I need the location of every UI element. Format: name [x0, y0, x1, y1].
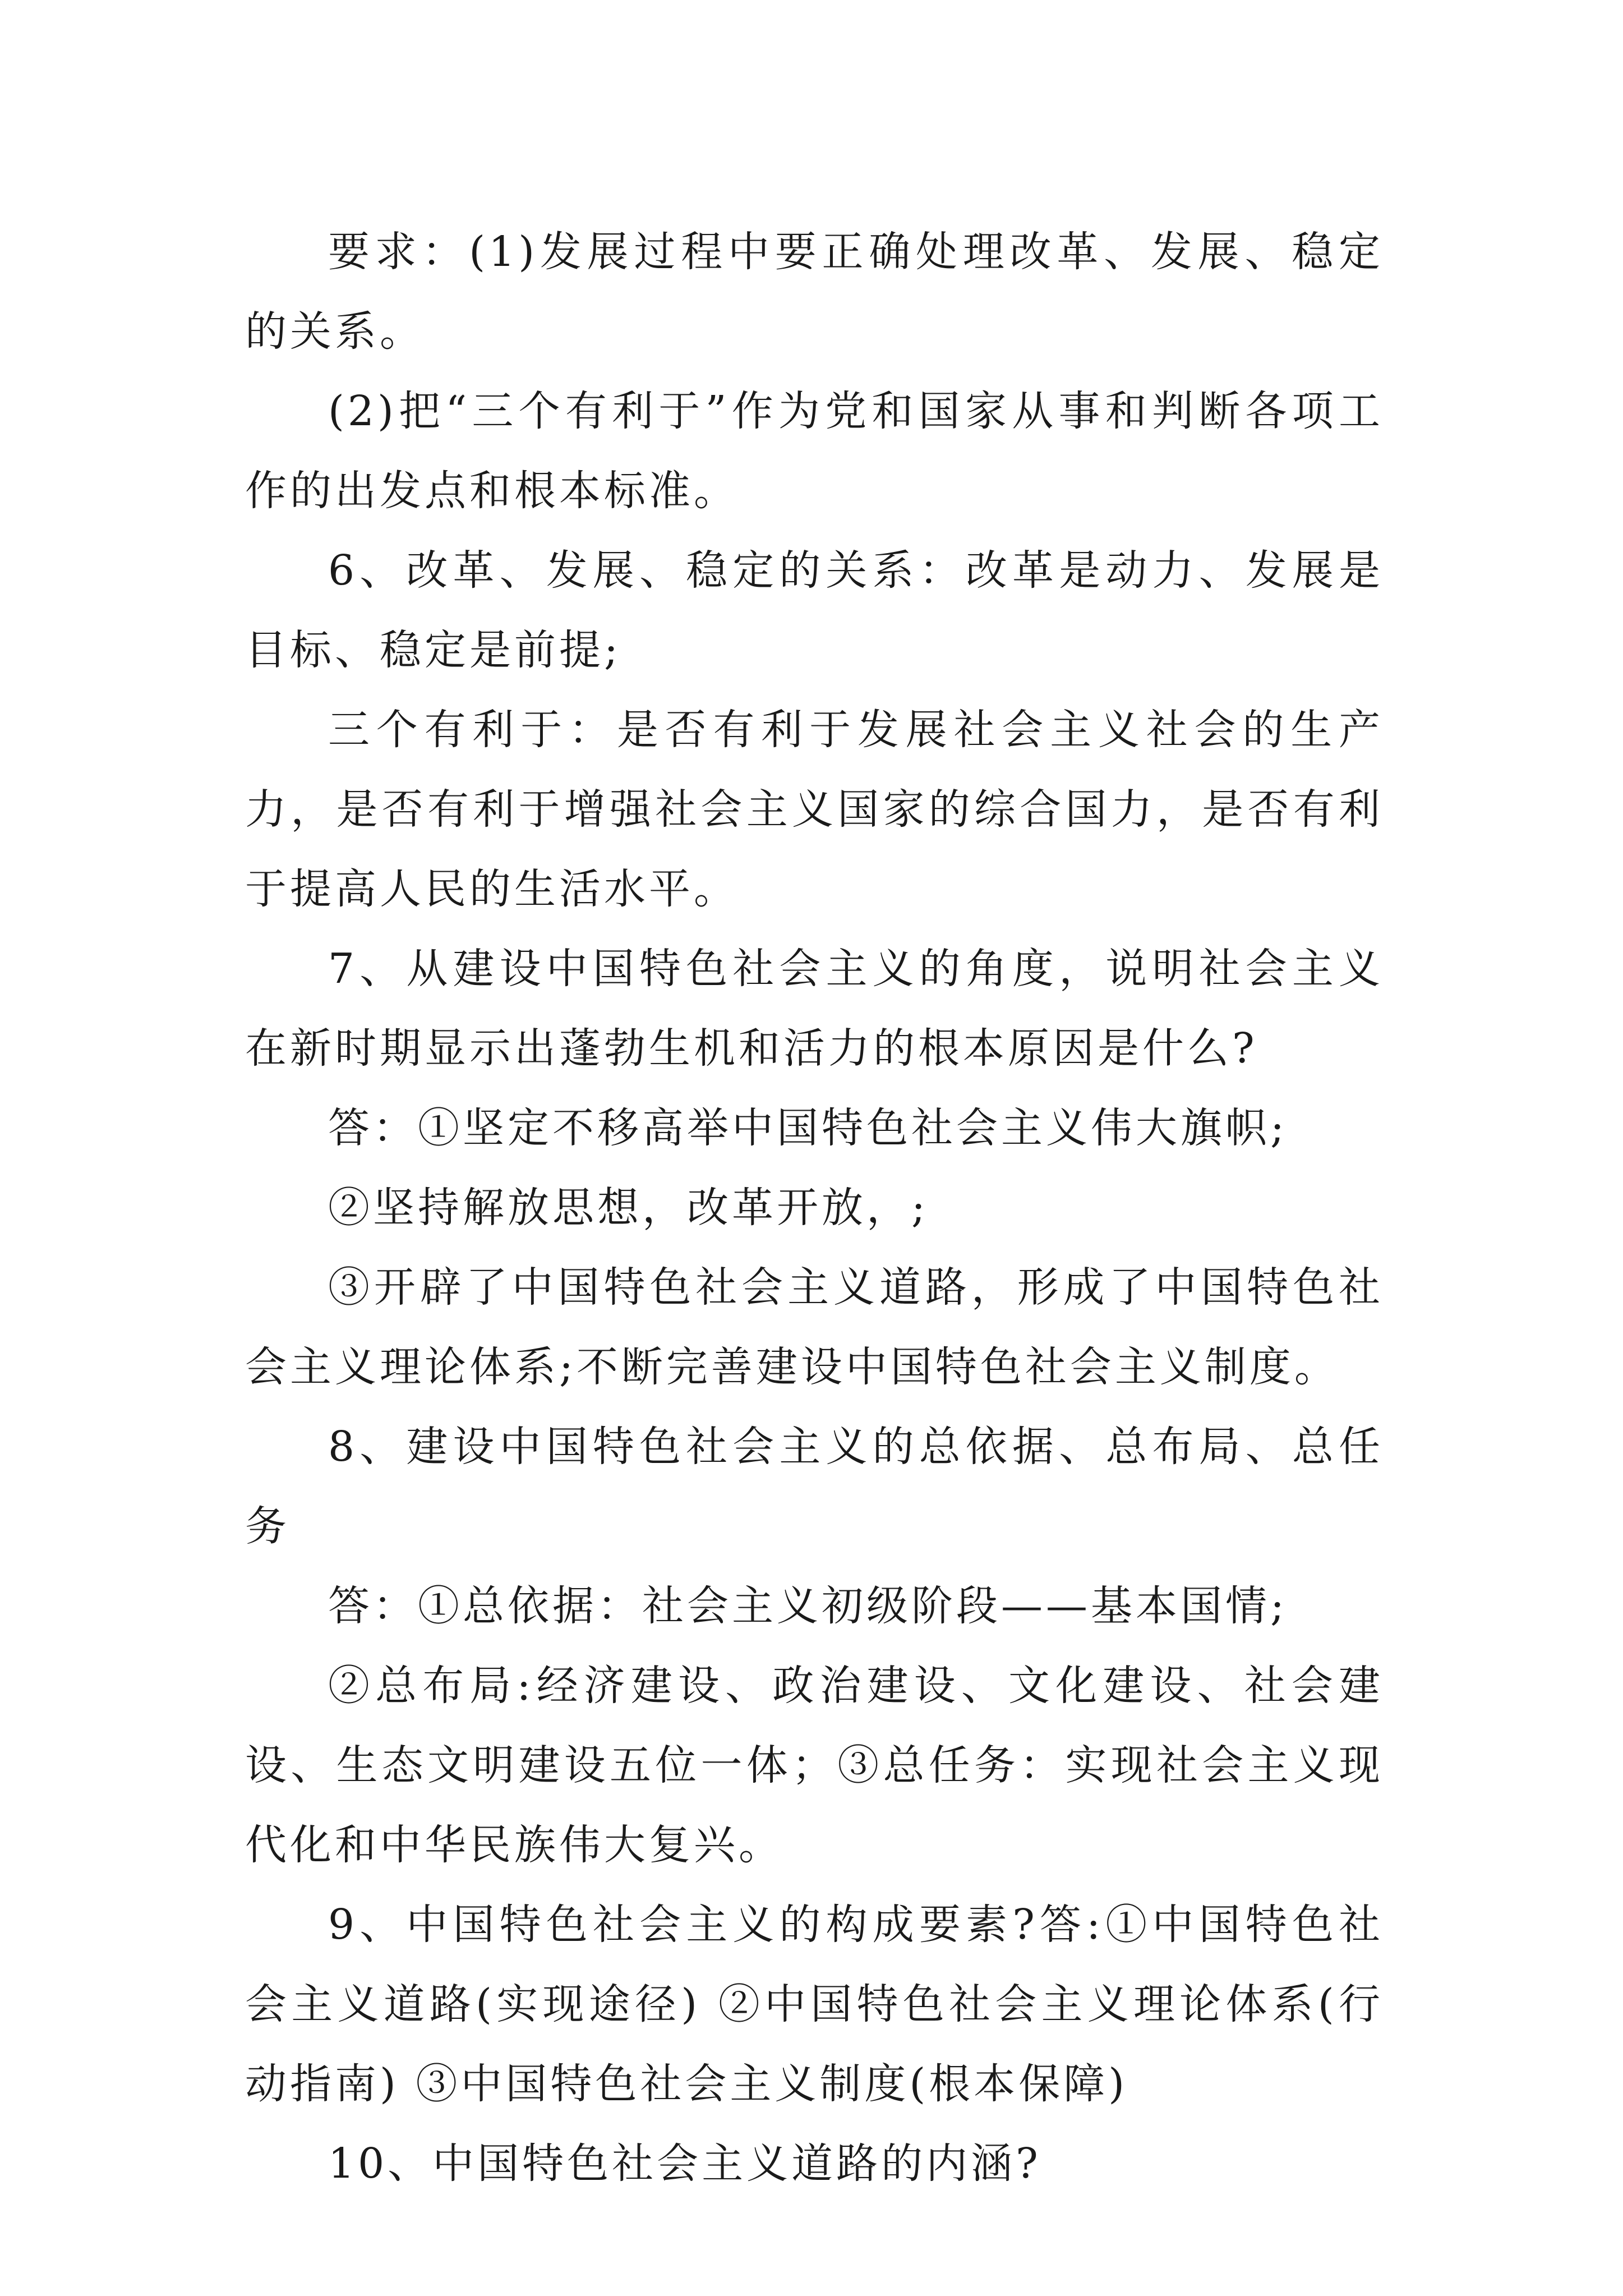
paragraph-item-7-question: 7、从建设中国特色社会主义的角度，说明社会主义在新时期显示出蓬勃生机和活力的根本原因是什么? — [245, 945, 1384, 1073]
paragraph-item-10-question: 10、中国特色社会主义道路的内涵? — [328, 2139, 1041, 2188]
paragraph-item-8-question: 8、建设中国特色社会主义的总依据、总布局、总任务 — [245, 1423, 1384, 1550]
paragraph-three-benefits-definition: 三个有利于：是否有利于发展社会主义社会的生产力，是否有利于增强社会主义国家的综合国力，是否有利于提高人民的生活水平。 — [245, 706, 1384, 913]
paragraph-three-benefits-standard: (2)把“三个有利于”作为党和国家从事和判断各项工作的出发点和根本标准。 — [245, 387, 1384, 515]
paragraph-item-8-answer-1: 答：①总依据：社会主义初级阶段——基本国情; — [328, 1582, 1288, 1630]
paragraph-item-7-answer-1: 答：①坚定不移高举中国特色社会主义伟大旗帜; — [328, 1104, 1288, 1152]
document-body — [245, 212, 1384, 2203]
paragraph-item-6: 6、改革、发展、稳定的关系：改革是动力、发展是目标、稳定是前提; — [245, 546, 1384, 674]
paragraph-item-8-answer-2-3: ②总布局:经济建设、政治建设、文化建设、社会建设、生态文明建设五位一体；③总任务：实现社会主义现代化和中华民族伟大复兴。 — [245, 1662, 1384, 1869]
paragraph-item-7-answer-2: ②坚持解放思想，改革开放，; — [328, 1184, 929, 1232]
paragraph-item-9: 9、中国特色社会主义的构成要素?答:①中国特色社会主义道路(实现途径) ②中国特色社会主义理论体系(行动指南) ③中国特色社会主义制度(根本保障) — [245, 1901, 1384, 2108]
paragraph-requirements: 要求：(1)发展过程中要正确处理改革、发展、稳定的关系。 — [245, 228, 1384, 356]
paragraph-item-7-answer-3: ③开辟了中国特色社会主义道路，形成了中国特色社会主义理论体系;不断完善建设中国特色社会主义制度。 — [245, 1263, 1384, 1391]
